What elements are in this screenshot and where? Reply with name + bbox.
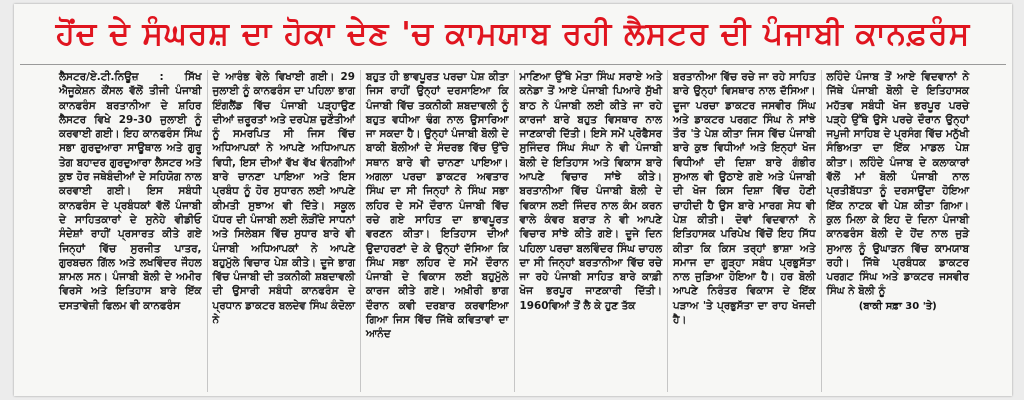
article-column-3 (361, 70, 515, 392)
newspaper-clipping (14, 4, 1012, 396)
article-body (54, 70, 974, 392)
headline: ਹੋਂਦ ਦੇ ਸੰਘਰਸ਼ ਦਾ ਹੋਕਾ ਦੇਣ 'ਚ ਕਾਮਯਾਬ ਰਹੀ ਲੈਸਟਰ ਦੀ ਪੰਜਾਬੀ ਕਾਨਫ਼ਰੰਸ (55, 16, 971, 52)
article-column-5 (668, 70, 822, 392)
column-text: ਮਾਣਿਆ ਉੱਥੇ ਮੋਤਾ ਸਿੰਘ ਸਰਾਏ ਅਤੇ ਕਨੇਡਾ ਤੋਂ ਆਏ ਪੰਜਾਬੀ ਪਿਆਰੇ ਸੁੱਖੀ ਬਾਠ ਨੇ ਪੰਜਾਬੀ ਲਈ ਕੀਤੇ ਜਾ ਰਹੇ ਕਾਰਜਾਂ ਬਾਰੇ ਬਹੁਤ ਵਿਸਥਾਰ ਨਾਲ ਜਾਣਕਾਰੀ ਦਿੱਤੀ। ਇਸੇ ਸਮੇਂ ਪ੍ਰੋਫੈਸਰ ਸੁਜਿੰਦਰ ਸਿੰਘ ਸੰਘਾ ਨੇ ਵੀ ਪੰਜਾਬੀ ਬੋਲੀ ਦੇ ਇਤਿਹਾਸ ਅਤੇ ਵਿਕਾਸ ਬਾਰੇ ਆਪਣੇ ਵਿਚਾਰ ਸਾਂਝੇ ਕੀਤੇ। ਬਰਤਾਨੀਆ ਵਿੱਚ ਪੰਜਾਬੀ ਬੋਲੀ ਦੇ ਵਿਕਾਸ ਲਈ ਜਿੰਦਰ ਨਾਲ ਕੰਮ ਕਰਨ ਵਾਲੇ ਕੰਵਰ ਬਰਾੜ ਨੇ ਵੀ ਆਪਣੇ ਵਿਚਾਰ ਸਾਂਝੇ ਕੀਤੇ ਗਏ। ਦੂਜੇ ਦਿਨ ਪਹਿਲਾ ਪਰਚਾ ਬਲਵਿੰਦਰ ਸਿੰਘ ਚਾਹਲ ਦਾ ਸੀ ਜਿਨ੍ਹਾਂ ਬਰਤਾਨੀਆ ਵਿੱਚ ਰਚੇ ਜਾ ਰਹੇ ਪੰਜਾਬੀ ਸਾਹਿਤ ਬਾਰੇ ਕਾਫ਼ੀ ਖੋਜ ਭਰਪੂਰ ਜਾਣਕਾਰੀ ਦਿੱਤੀ। 1960ਵਿਆਂ ਤੋਂ ਲੈ ਕੇ ਹੁਣ ਤੱਕ (519, 71, 662, 312)
article-column-2 (208, 70, 362, 392)
column-text: ਲੈਸਟਰ/ਏ.ਟੀ.ਨਿਊਜ਼ : ਸਿੱਖ ਐਜੂਕੇਸ਼ਨ ਕੌਂਸਲ ਵੱਲੋਂ ਤੀਜੀ ਪੰਜਾਬੀ ਕਾਨਫਰੰਸ ਬਰਤਾਨੀਆ ਦੇ ਸ਼ਹਿਰ ਲੈਸਟਰ ਵਿਖੇ 29-30 ਜੁਲਾਈ ਨੂੰ ਕਰਵਾਈ ਗਈ। ਇਹ ਕਾਨਫਰੰਸ ਸਿੰਘ ਸਭਾ ਗੁਰਦੁਆਰਾ ਸਾਊਥਾਲ ਅਤੇ ਗੁਰੂ ਤੇਗ ਬਹਾਦਰ ਗੁਰਦੁਆਰਾ ਲੈਸਟਰ ਅਤੇ ਕੁਝ ਹੋਰ ਜਥੇਬੰਦੀਆਂ ਦੇ ਸਹਿਯੋਗ ਨਾਲ ਕਰਵਾਈ ਗਈ। ਇਸ ਸਬੰਧੀ ਕਾਨਫਰੰਸ ਦੇ ਪ੍ਰਬੰਧਕਾਂ ਵੱਲੋਂ ਪੰਜਾਬੀ ਦੇ ਸਾਹਿਤਕਾਰਾਂ ਦੇ ਸੁਨੇਹੇ ਵੀਡੀਓ ਸੰਦੇਸ਼ਾਂ ਰਾਹੀਂ ਪ੍ਰਸਾਰਤ ਕੀਤੇ ਗਏ ਜਿਨ੍ਹਾਂ ਵਿੱਚ ਸੁਰਜੀਤ ਪਾਤਰ, ਗੁਰਬਚਨ ਗਿੱਲ ਅਤੇ ਲਖਵਿੰਦਰ ਜੌਹਲ ਸ਼ਾਮਲ ਸਨ। ਪੰਜਾਬੀ ਬੋਲੀ ਦੇ ਅਮੀਰ ਵਿਰਸੇ ਅਤੇ ਇਤਿਹਾਸ ਬਾਰੇ ਇੱਕ ਦਸਤਾਵੇਜ਼ੀ ਫਿਲਮ ਵੀ ਕਾਨਫਰੰਸ (59, 71, 202, 312)
column-text: ਲਹਿੰਦੇ ਪੰਜਾਬ ਤੋਂ ਆਏ ਵਿਦਵਾਨਾਂ ਨੇ ਜਿੱਥੇ ਪੰਜਾਬੀ ਬੋਲੀ ਦੇ ਇਤਿਹਾਸਕ ਮਹੱਤਵ ਸਬੰਧੀ ਖੋਜ ਭਰਪੂਰ ਪਰਚੇ ਪੜ੍ਹੇ ਉੱਥੇ ਉਸੇ ਪਰਚੇ ਦੌਰਾਨ ਉਨ੍ਹਾਂ ਜਪੁਜੀ ਸਾਹਿਬ ਦੇ ਪ੍ਰਸੰਗ ਵਿੱਚ ਮਨੁੱਖੀ ਸੰਭਿਅਤਾ ਦਾ ਇੱਕ ਮਾਡਲ ਪੇਸ਼ ਕੀਤਾ। ਲਹਿੰਦੇ ਪੰਜਾਬ ਦੇ ਕਲਾਕਾਰਾਂ ਵੱਲੋਂ ਮਾਂ ਬੋਲੀ ਪੰਜਾਬੀ ਨਾਲ ਪ੍ਰਤੀਬੱਧਤਾ ਨੂੰ ਦਰਸਾਉਂਦਾ ਹੋਇਆ ਇੱਕ ਨਾਟਕ ਵੀ ਪੇਸ਼ ਕੀਤਾ ਗਿਆ। ਕੁਲ ਮਿਲਾ ਕੇ ਇਹ ਦੋ ਦਿਨਾ ਪੰਜਾਬੀ ਕਾਨਫਰੰਸ ਬੋਲੀ ਦੇ ਹੋਂਦ ਨਾਲ ਜੁੜੇ ਸੁਆਲ ਨੂੰ ਉਘਾੜਨ ਵਿੱਚ ਕਾਮਯਾਬ ਰਹੀ। ਜਿੱਥੇ ਪ੍ਰਬੰਧਕ ਡਾਕਟਰ ਪਰਗਟ ਸਿੰਘ ਅਤੇ ਡਾਕਟਰ ਜਸਵੀਰ ਸਿੰਘ ਨੇ ਬੋਲੀ ਨੂੰ (826, 71, 969, 298)
continued-on-page-note: (ਬਾਕੀ ਸਫ਼ਾ 30 'ਤੇ) (858, 300, 937, 312)
article-column-1 (54, 70, 208, 392)
article-column-4 (515, 70, 669, 392)
column-text: ਦੇ ਆਰੰਭ ਵੇਲੇ ਵਿਖਾਈ ਗਈ। 29 ਜੁਲਾਈ ਨੂੰ ਕਾਨਫਰੰਸ ਦਾ ਪਹਿਲਾ ਭਾਗ ਇੰਗਲੈਂਡ ਵਿੱਚ ਪੰਜਾਬੀ ਪੜ੍ਹਾਉਣ ਦੀਆਂ ਜ਼ਰੂਰਤਾਂ ਅਤੇ ਦਰਪੇਸ਼ ਚੁਣੌਤੀਆਂ ਨੂੰ ਸਮਰਪਿਤ ਸੀ ਜਿਸ ਵਿੱਚ ਅਧਿਆਪਕਾਂ ਨੇ ਆਪਣੇ ਅਧਿਆਪਨ ਵਿਧੀ, ਇਸ ਦੀਆਂ ਵੱਖ ਵੱਖ ਵੰਨਗੀਆਂ ਬਾਰੇ ਚਾਨਣਾ ਪਾਇਆ ਅਤੇ ਇਸ ਪ੍ਰਬੰਧ ਨੂੰ ਹੋਰ ਸੁਧਾਰਨ ਲਈ ਆਪਣੇ ਕੀਮਤੀ ਸੁਝਾਅ ਵੀ ਦਿੱਤੇ। ਸਕੂਲ ਪੱਧਰ ਦੀ ਪੰਜਾਬੀ ਲਈ ਲੋੜੀਂਦੇ ਸਾਧਨਾਂ ਅਤੇ ਸਿਲੇਬਸ ਵਿੱਚ ਸੁਧਾਰ ਬਾਰੇ ਵੀ ਪੰਜਾਬੀ ਅਧਿਆਪਕਾਂ ਨੇ ਆਪਣੇ ਬਹੁਮੁੱਲੇ ਵਿਚਾਰ ਪੇਸ਼ ਕੀਤੇ। ਦੂਜੇ ਭਾਗ ਵਿੱਚ ਪੰਜਾਬੀ ਦੀ ਤਕਨੀਕੀ ਸ਼ਬਦਾਵਲੀ ਦੀ ਉਸਾਰੀ ਸਬੰਧੀ ਕਾਨਫਰੰਸ ਦੇ ਪ੍ਰਧਾਨ ਡਾਕਟਰ ਬਲਦੇਵ ਸਿੰਘ ਕੰਦੋਲਾ ਨੇ (212, 71, 355, 327)
article-column-6 (822, 70, 975, 392)
headline-divider (20, 64, 1006, 65)
column-text: ਬਹੁਤ ਹੀ ਭਾਵਪੂਰਤ ਪਰਚਾ ਪੇਸ਼ ਕੀਤਾ ਜਿਸ ਰਾਹੀਂ ਉਨ੍ਹਾਂ ਦਰਸਾਇਆ ਕਿ ਪੰਜਾਬੀ ਵਿੱਚ ਤਕਨੀਕੀ ਸ਼ਬਦਾਵਲੀ ਨੂੰ ਬਹੁਤ ਵਧੀਆ ਢੰਗ ਨਾਲ ਉਸਾਰਿਆ ਜਾ ਸਕਦਾ ਹੈ। ਉਨ੍ਹਾਂ ਪੰਜਾਬੀ ਬੋਲੀ ਦੇ ਬਾਕੀ ਬੋਲੀਆਂ ਦੇ ਸੰਦਰਭ ਵਿੱਚ ਉੱਚੇ ਸਥਾਨ ਬਾਰੇ ਵੀ ਚਾਨਣਾ ਪਾਇਆ। ਅਗਲਾ ਪਰਚਾ ਡਾਕਟਰ ਅਵਤਾਰ ਸਿੰਘ ਦਾ ਸੀ ਜਿਨ੍ਹਾਂ ਨੇ ਸਿੰਘ ਸਭਾ ਲਹਿਰ ਦੇ ਸਮੇਂ ਦੌਰਾਨ ਪੰਜਾਬੀ ਵਿੱਚ ਰਚੇ ਗਏ ਸਾਹਿਤ ਦਾ ਭਾਵਪੂਰਤ ਵਰਣਨ ਕੀਤਾ। ਇਤਿਹਾਸ ਦੀਆਂ ਉਦਾਹਰਣਾਂ ਦੇ ਕੇ ਉਨ੍ਹਾਂ ਦੱਸਿਆ ਕਿ ਸਿੰਘ ਸਭਾ ਲਹਿਰ ਦੇ ਸਮੇਂ ਦੌਰਾਨ ਪੰਜਾਬੀ ਦੇ ਵਿਕਾਸ ਲਈ ਬਹੁਮੁੱਲੇ ਕਾਰਜ ਕੀਤੇ ਗਏ। ਅਖ਼ੀਰੀ ਭਾਗ ਦੌਰਾਨ ਕਵੀ ਦਰਬਾਰ ਕਰਵਾਇਆ ਗਿਆ ਜਿਸ ਵਿੱਚ ਜਿੱਥੇ ਕਵਿਤਾਵਾਂ ਦਾ ਆਨੰਦ (366, 71, 509, 341)
column-text: ਬਰਤਾਨੀਆ ਵਿੱਚ ਰਚੇ ਜਾ ਰਹੇ ਸਾਹਿਤ ਬਾਰੇ ਉਨ੍ਹਾਂ ਵਿਸਥਾਰ ਨਾਲ ਦੱਸਿਆ। ਦੂਜਾ ਪਰਚਾ ਡਾਕਟਰ ਜਸਵੀਰ ਸਿੰਘ ਅਤੇ ਡਾਕਟਰ ਪਰਗਟ ਸਿੰਘ ਨੇ ਸਾਂਝੇ ਤੌਰ 'ਤੇ ਪੇਸ਼ ਕੀਤਾ ਜਿਸ ਵਿੱਚ ਪੰਜਾਬੀ ਬਾਰੇ ਕੁਝ ਵਿਧੀਆਂ ਅਤੇ ਇਨ੍ਹਾਂ ਖੋਜ ਵਿਧੀਆਂ ਦੀ ਦਿਸ਼ਾ ਬਾਰੇ ਗੰਭੀਰ ਸੁਆਲ ਵੀ ਉਠਾਏ ਗਏ ਅਤੇ ਪੰਜਾਬੀ ਦੀ ਖੋਜ ਕਿਸ ਦਿਸ਼ਾ ਵਿੱਚ ਹੋਣੀ ਚਾਹੀਦੀ ਹੈ ਉਸ ਬਾਰੇ ਮਾਰਗ ਸੇਧ ਵੀ ਪੇਸ਼ ਕੀਤੀ। ਦੋਵਾਂ ਵਿਦਵਾਨਾਂ ਨੇ ਇਤਿਹਾਸਕ ਪਰਿਪੇਖ ਵਿੱਚੋਂ ਇਹ ਸਿੱਧ ਕੀਤਾ ਕਿ ਕਿਸ ਤਰ੍ਹਾਂ ਭਾਸ਼ਾ ਅਤੇ ਸਮਾਜ ਦਾ ਗੂੜ੍ਹਾ ਸਬੰਧ ਪ੍ਰਭੁਸੱਤਾ ਨਾਲ ਜੁੜਿਆ ਹੋਇਆ ਹੈ। ਹਰ ਬੋਲੀ ਆਪਣੇ ਨਿਰੰਤਰ ਵਿਕਾਸ ਦੇ ਇੱਕ ਪੜਾਅ 'ਤੇ ਪ੍ਰਭੁਸੱਤਾ ਦਾ ਰਾਹ ਖੋਜਦੀ ਹੈ। (673, 71, 816, 327)
